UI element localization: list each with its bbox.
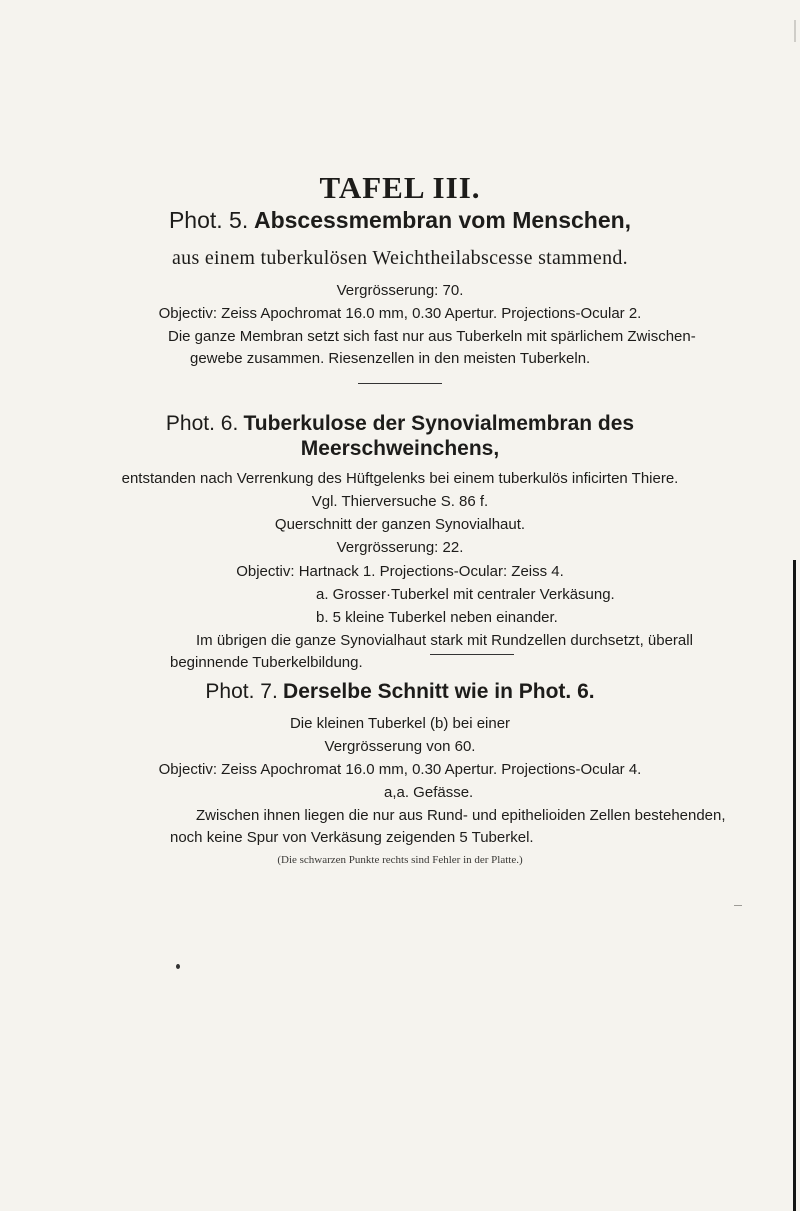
section7-item-aa: a,a. Gefässe. bbox=[384, 784, 474, 801]
page-edge-shadow bbox=[793, 560, 796, 1211]
section6-objective: Objectiv: Hartnack 1. Projections-Ocular: Zeiss 4. bbox=[236, 563, 564, 580]
section5-label: Phot. 5. bbox=[168, 207, 249, 233]
section7-objective: Objectiv: Zeiss Apochromat 16.0 mm, 0.30 Apertur. Projections-Ocular 4. bbox=[158, 761, 642, 778]
section5-subheading: aus einem tuberkulösen Weichtheilabscesse stammend. bbox=[172, 247, 628, 269]
section6-description-line2: beginnende Tuberkelbildung. bbox=[170, 654, 363, 671]
section6-title-line2: Meerschweinchens, bbox=[300, 437, 500, 460]
section6-description-line1: Im übrigen die ganze Synovialhaut stark mit Rundzellen durchsetzt, überall bbox=[196, 632, 693, 649]
section6-heading bbox=[0, 410, 800, 437]
section6-item-b: b. 5 kleine Tuberkel neben einander. bbox=[316, 609, 558, 626]
section7-note: (Die schwarzen Punkte rechts sind Fehler in der Platte.) bbox=[277, 854, 523, 866]
section6-reference: Vgl. Thierversuche S. 86 f. bbox=[311, 493, 489, 510]
section5-objective: Objectiv: Zeiss Apochromat 16.0 mm, 0.30 Apertur. Projections-Ocular 2. bbox=[158, 305, 642, 322]
section5-description-line1: Die ganze Membran setzt sich fast nur aus Tuberkeln mit spärlichem Zwischen- bbox=[168, 328, 696, 345]
ink-dot bbox=[176, 964, 180, 969]
section5-heading bbox=[0, 206, 800, 235]
section-divider bbox=[358, 383, 442, 384]
section7-description-line1: Zwischen ihnen liegen die nur aus Rund- und epithelioiden Zellen bestehenden, bbox=[196, 807, 726, 824]
section7-line2: Vergrösserung von 60. bbox=[324, 738, 476, 755]
section5-description-line2: gewebe zusammen. Riesenzellen in den meisten Tuberkeln. bbox=[190, 350, 591, 367]
section7-title: Derselbe Schnitt wie in Phot. 6. bbox=[283, 680, 595, 703]
section7-description-line2: noch keine Spur von Verkäsung zeigenden 5 Tuberkel. bbox=[170, 829, 534, 846]
plate-title: TAFEL III. bbox=[319, 170, 481, 205]
section7-description bbox=[170, 805, 790, 849]
section6-description bbox=[170, 630, 790, 674]
section-divider bbox=[430, 654, 514, 655]
section5-magnification: Vergrösserung: 70. bbox=[336, 282, 464, 299]
section6-item-a: a. Grosser·Tuberkel mit centraler Verkäsung. bbox=[316, 586, 615, 603]
section7-line1: Die kleinen Tuberkel (b) bei einer bbox=[289, 715, 511, 732]
section6-magnification: Vergrösserung: 22. bbox=[336, 539, 464, 556]
section6-section-note: Querschnitt der ganzen Synovialhaut. bbox=[274, 516, 526, 533]
section5-description bbox=[168, 326, 738, 370]
section6-origin: entstanden nach Verrenkung des Hüftgelenks bei einem tuberkulös inficirten Thiere. bbox=[121, 470, 679, 487]
page-edge-mark-top bbox=[794, 20, 796, 42]
section6-label: Phot. 6. bbox=[165, 412, 239, 435]
section7-heading bbox=[0, 678, 800, 705]
section5-title: Abscessmembran vom Menschen, bbox=[253, 207, 632, 233]
section6-title: Tuberkulose der Synovialmembran des bbox=[243, 412, 635, 435]
section7-label: Phot. 7. bbox=[205, 680, 278, 703]
print-mark bbox=[734, 905, 742, 906]
